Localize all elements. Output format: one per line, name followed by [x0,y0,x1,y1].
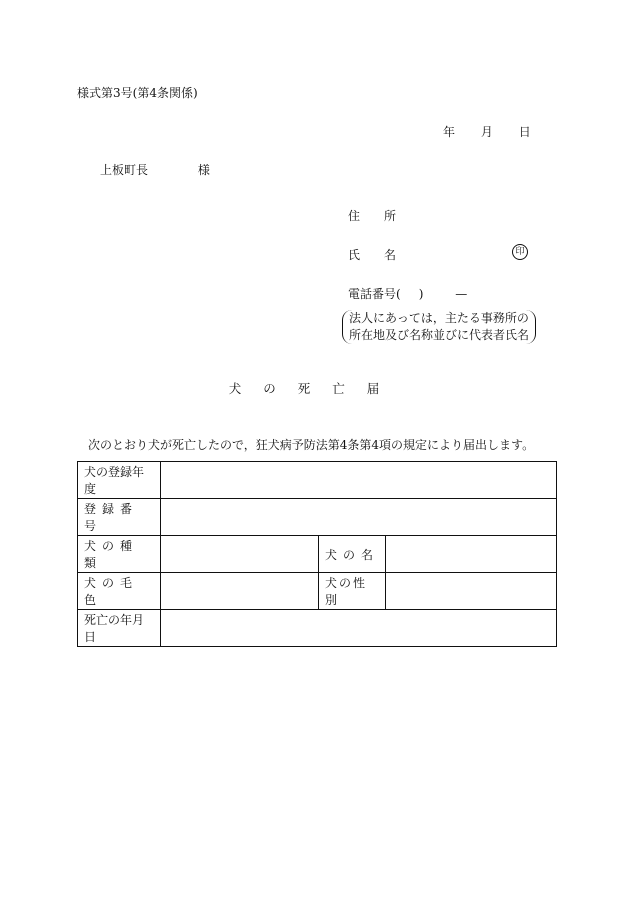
addressee [100,161,210,178]
corporate-note [342,310,536,344]
table-row [78,462,557,499]
name-label: 氏 名 [348,248,397,262]
table-row [78,499,557,536]
phone-dash: — [455,287,468,301]
form-number: 様式第3号(第4条関係) [77,86,198,100]
coat-color-label: 犬の毛色 [78,573,161,610]
year-label: 年 [443,125,456,139]
seal-mark: 印 [512,244,528,260]
death-date-label: 死亡の年月日 [78,610,161,647]
registration-year-field[interactable] [161,462,557,499]
breed-field[interactable] [161,536,319,573]
address-label: 住 所 [348,209,397,223]
month-label: 月 [480,125,493,139]
breed-label: 犬の種類 [78,536,161,573]
day-label: 日 [518,125,531,139]
dog-name-label: 犬の名 [319,536,386,573]
sex-label: 犬の性別 [319,573,386,610]
table-row [78,536,557,573]
registration-number-label: 登録番号 [78,499,161,536]
applicant-block [348,206,396,265]
coat-color-field[interactable] [161,573,319,610]
phone-close: ) [418,287,424,301]
date-line [443,123,531,140]
sex-field[interactable] [386,573,557,610]
phone-line [348,285,467,302]
document-title: 犬の死亡届 [228,381,402,396]
corporate-note-line1: 法人にあっては，主たる事務所の [349,311,529,325]
registration-number-field[interactable] [161,499,557,536]
corporate-note-line2: 所在地及び名称並びに代表者氏名 [349,328,530,342]
death-date-field[interactable] [161,610,557,647]
dog-name-field[interactable] [386,536,557,573]
body-text: 次のとおり犬が死亡したので，狂犬病予防法第4条第4項の規定により届出します。 [88,438,535,452]
honorific: 様 [197,163,210,177]
registration-year-label: 犬の登録年度 [78,462,161,499]
addressee-name: 上板町長 [100,163,149,177]
table-row [78,610,557,647]
table-row [78,573,557,610]
notification-table [77,461,557,647]
phone-label: 電話番号( [348,287,401,301]
